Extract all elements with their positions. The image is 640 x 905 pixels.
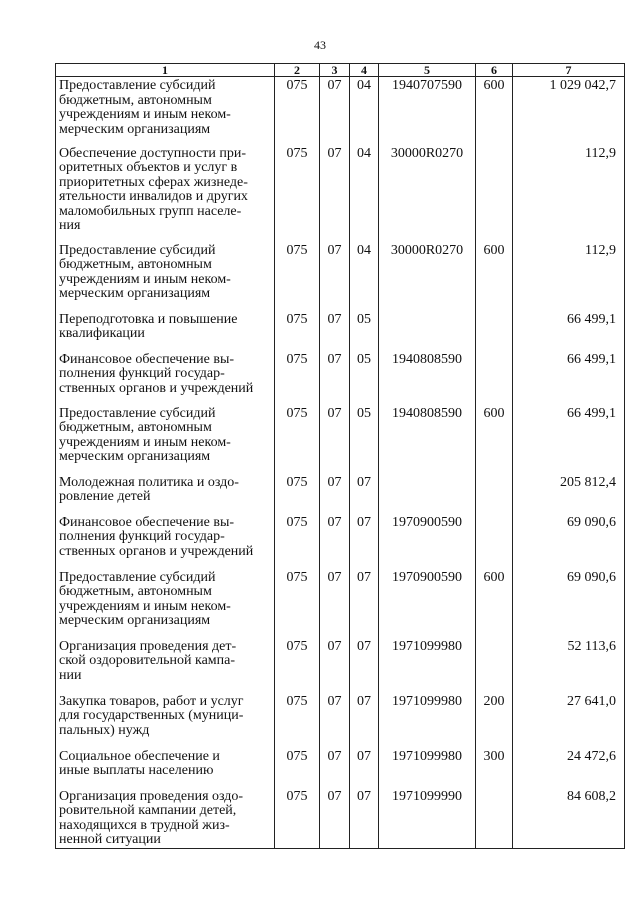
description-line: Переподготовка и повышение (59, 311, 238, 327)
table-row (56, 693, 625, 748)
table-row (56, 311, 625, 351)
table-row (56, 474, 625, 514)
cell-c2: 075 (275, 311, 320, 351)
table-row (56, 77, 625, 145)
budget-table (55, 63, 625, 849)
cell-c3: 07 (320, 514, 350, 569)
table-row (56, 748, 625, 788)
cell-c7: 52 113,6 (513, 638, 625, 693)
cell-c4: 07 (350, 474, 379, 514)
description-line: оритетных объектов и услуг в (59, 160, 238, 175)
description-line: ятельности инвалидов и других (59, 189, 248, 204)
table-row (56, 638, 625, 693)
cell-c3: 07 (320, 748, 350, 788)
cell-c5: 1971099980 (379, 748, 476, 788)
description-line: нии (59, 667, 82, 683)
cell-c7: 24 472,6 (513, 748, 625, 788)
cell-c6: 600 (476, 569, 513, 638)
cell-c5 (379, 474, 476, 514)
row-description (56, 693, 275, 748)
description-line: Финансовое обеспечение вы- (59, 514, 235, 530)
cell-c2: 075 (275, 569, 320, 638)
cell-c3: 07 (320, 145, 350, 242)
description-line: маломобильных групп населе- (59, 203, 242, 219)
cell-c4: 04 (350, 145, 379, 242)
cell-c6: 600 (476, 77, 513, 145)
row-description (56, 311, 275, 351)
cell-c5: 1940808590 (379, 351, 476, 405)
cell-c5: 1971099990 (379, 788, 476, 849)
column-header: 1 (56, 64, 275, 77)
description-line: пальных) нужд (59, 722, 150, 738)
cell-c4: 07 (350, 514, 379, 569)
description-line: бюджетным, автономным (59, 584, 212, 599)
description-line: учреждениям и иным неком- (59, 434, 231, 450)
row-description (56, 638, 275, 693)
description-line: Закупка товаров, работ и услуг (59, 693, 244, 709)
cell-c5: 1971099980 (379, 638, 476, 693)
row-description (56, 145, 275, 242)
description-line: Предоставление субсидий (59, 242, 216, 258)
cell-c5: 30000R0270 (379, 242, 476, 311)
cell-c5 (379, 311, 476, 351)
cell-c2: 075 (275, 405, 320, 474)
cell-c5: 1970900590 (379, 514, 476, 569)
column-header: 4 (350, 64, 379, 77)
description-line: ственных органов и учреждений (59, 380, 254, 396)
description-line: полнения функций государ- (59, 529, 225, 544)
cell-c2: 075 (275, 351, 320, 405)
cell-c3: 07 (320, 405, 350, 474)
cell-c4: 07 (350, 748, 379, 788)
row-description (56, 405, 275, 474)
cell-c3: 07 (320, 569, 350, 638)
cell-c2: 075 (275, 145, 320, 242)
cell-c2: 075 (275, 514, 320, 569)
description-line: учреждениям и иным неком- (59, 107, 231, 122)
table-row (56, 351, 625, 405)
cell-c4: 05 (350, 405, 379, 474)
table-row (56, 514, 625, 569)
cell-c7: 84 608,2 (513, 788, 625, 849)
cell-c4: 04 (350, 242, 379, 311)
cell-c5: 1971099980 (379, 693, 476, 748)
table-row (56, 569, 625, 638)
cell-c2: 075 (275, 788, 320, 849)
cell-c6: 600 (476, 242, 513, 311)
description-line: мерческим организациям (59, 449, 211, 464)
cell-c5: 1940808590 (379, 405, 476, 474)
cell-c6 (476, 474, 513, 514)
cell-c6: 200 (476, 693, 513, 748)
row-description (56, 242, 275, 311)
column-header: 2 (275, 64, 320, 77)
description-line: Предоставление субсидий (59, 78, 216, 93)
header-row (56, 64, 625, 77)
cell-c4: 05 (350, 351, 379, 405)
cell-c7: 1 029 042,7 (513, 77, 625, 145)
description-line: Предоставление субсидий (59, 405, 216, 421)
description-line: Финансовое обеспечение вы- (59, 351, 235, 367)
cell-c4: 07 (350, 693, 379, 748)
description-line: ния (59, 218, 81, 233)
cell-c3: 07 (320, 351, 350, 405)
description-line: полнения функций государ- (59, 366, 225, 381)
cell-c7: 69 090,6 (513, 569, 625, 638)
table-row (56, 788, 625, 849)
description-line: квалификации (59, 326, 145, 341)
row-description (56, 569, 275, 638)
cell-c2: 075 (275, 77, 320, 145)
cell-c6 (476, 351, 513, 405)
description-line: приоритетных сферах жизнеде- (59, 174, 248, 190)
cell-c4: 04 (350, 77, 379, 145)
description-line: Организация проведения дет- (59, 638, 237, 654)
description-line: Социальное обеспечение и (59, 748, 220, 764)
cell-c4: 07 (350, 788, 379, 849)
description-line: ровление детей (59, 489, 151, 504)
cell-c7: 205 812,4 (513, 474, 625, 514)
description-line: бюджетным, автономным (59, 420, 212, 435)
description-line: бюджетным, автономным (59, 257, 212, 272)
description-line: мерческим организациям (59, 121, 211, 137)
description-line: для государственных (муници- (59, 708, 244, 723)
cell-c3: 07 (320, 311, 350, 351)
cell-c7: 27 641,0 (513, 693, 625, 748)
cell-c2: 075 (275, 748, 320, 788)
row-description (56, 77, 275, 145)
row-description (56, 351, 275, 405)
cell-c3: 07 (320, 77, 350, 145)
cell-c3: 07 (320, 788, 350, 849)
cell-c5: 1940707590 (379, 77, 476, 145)
column-header: 7 (513, 64, 625, 77)
table-row (56, 405, 625, 474)
row-description (56, 474, 275, 514)
cell-c6: 300 (476, 748, 513, 788)
cell-c6 (476, 311, 513, 351)
cell-c3: 07 (320, 638, 350, 693)
cell-c4: 07 (350, 569, 379, 638)
cell-c2: 075 (275, 242, 320, 311)
description-line: ственных органов и учреждений (59, 543, 254, 559)
description-line: Организация проведения оздо- (59, 788, 244, 804)
row-description (56, 514, 275, 569)
cell-c7: 66 499,1 (513, 405, 625, 474)
cell-c4: 07 (350, 638, 379, 693)
description-line: учреждениям и иным неком- (59, 271, 231, 287)
cell-c7: 112,9 (513, 242, 625, 311)
cell-c5: 30000R0270 (379, 145, 476, 242)
cell-c6 (476, 788, 513, 849)
description-line: иные выплаты населению (59, 763, 214, 778)
description-line: ровительной кампании детей, (59, 803, 237, 818)
cell-c6 (476, 145, 513, 242)
column-header: 6 (476, 64, 513, 77)
cell-c3: 07 (320, 693, 350, 748)
description-line: Молодежная политика и оздо- (59, 474, 239, 490)
cell-c3: 07 (320, 242, 350, 311)
description-line: ской оздоровительной кампа- (59, 653, 236, 668)
cell-c7: 69 090,6 (513, 514, 625, 569)
table-row (56, 145, 625, 242)
cell-c4: 05 (350, 311, 379, 351)
page-number: 43 (314, 38, 326, 52)
cell-c2: 075 (275, 474, 320, 514)
description-line: бюджетным, автономным (59, 92, 212, 108)
description-line: находящихся в трудной жиз- (59, 817, 230, 833)
description-line: мерческим организациям (59, 286, 211, 301)
cell-c6: 600 (476, 405, 513, 474)
cell-c3: 07 (320, 474, 350, 514)
row-description (56, 748, 275, 788)
cell-c6 (476, 514, 513, 569)
cell-c7: 66 499,1 (513, 311, 625, 351)
cell-c2: 075 (275, 693, 320, 748)
description-line: Обеспечение доступности при- (59, 145, 247, 161)
cell-c7: 112,9 (513, 145, 625, 242)
description-line: Предоставление субсидий (59, 569, 216, 585)
description-line: ненной ситуации (59, 832, 161, 847)
cell-c2: 075 (275, 638, 320, 693)
column-header: 5 (379, 64, 476, 77)
table-row (56, 242, 625, 311)
cell-c7: 66 499,1 (513, 351, 625, 405)
row-description (56, 788, 275, 849)
cell-c5: 1970900590 (379, 569, 476, 638)
column-header: 3 (320, 64, 350, 77)
description-line: мерческим организациям (59, 613, 211, 628)
cell-c6 (476, 638, 513, 693)
description-line: учреждениям и иным неком- (59, 598, 231, 614)
